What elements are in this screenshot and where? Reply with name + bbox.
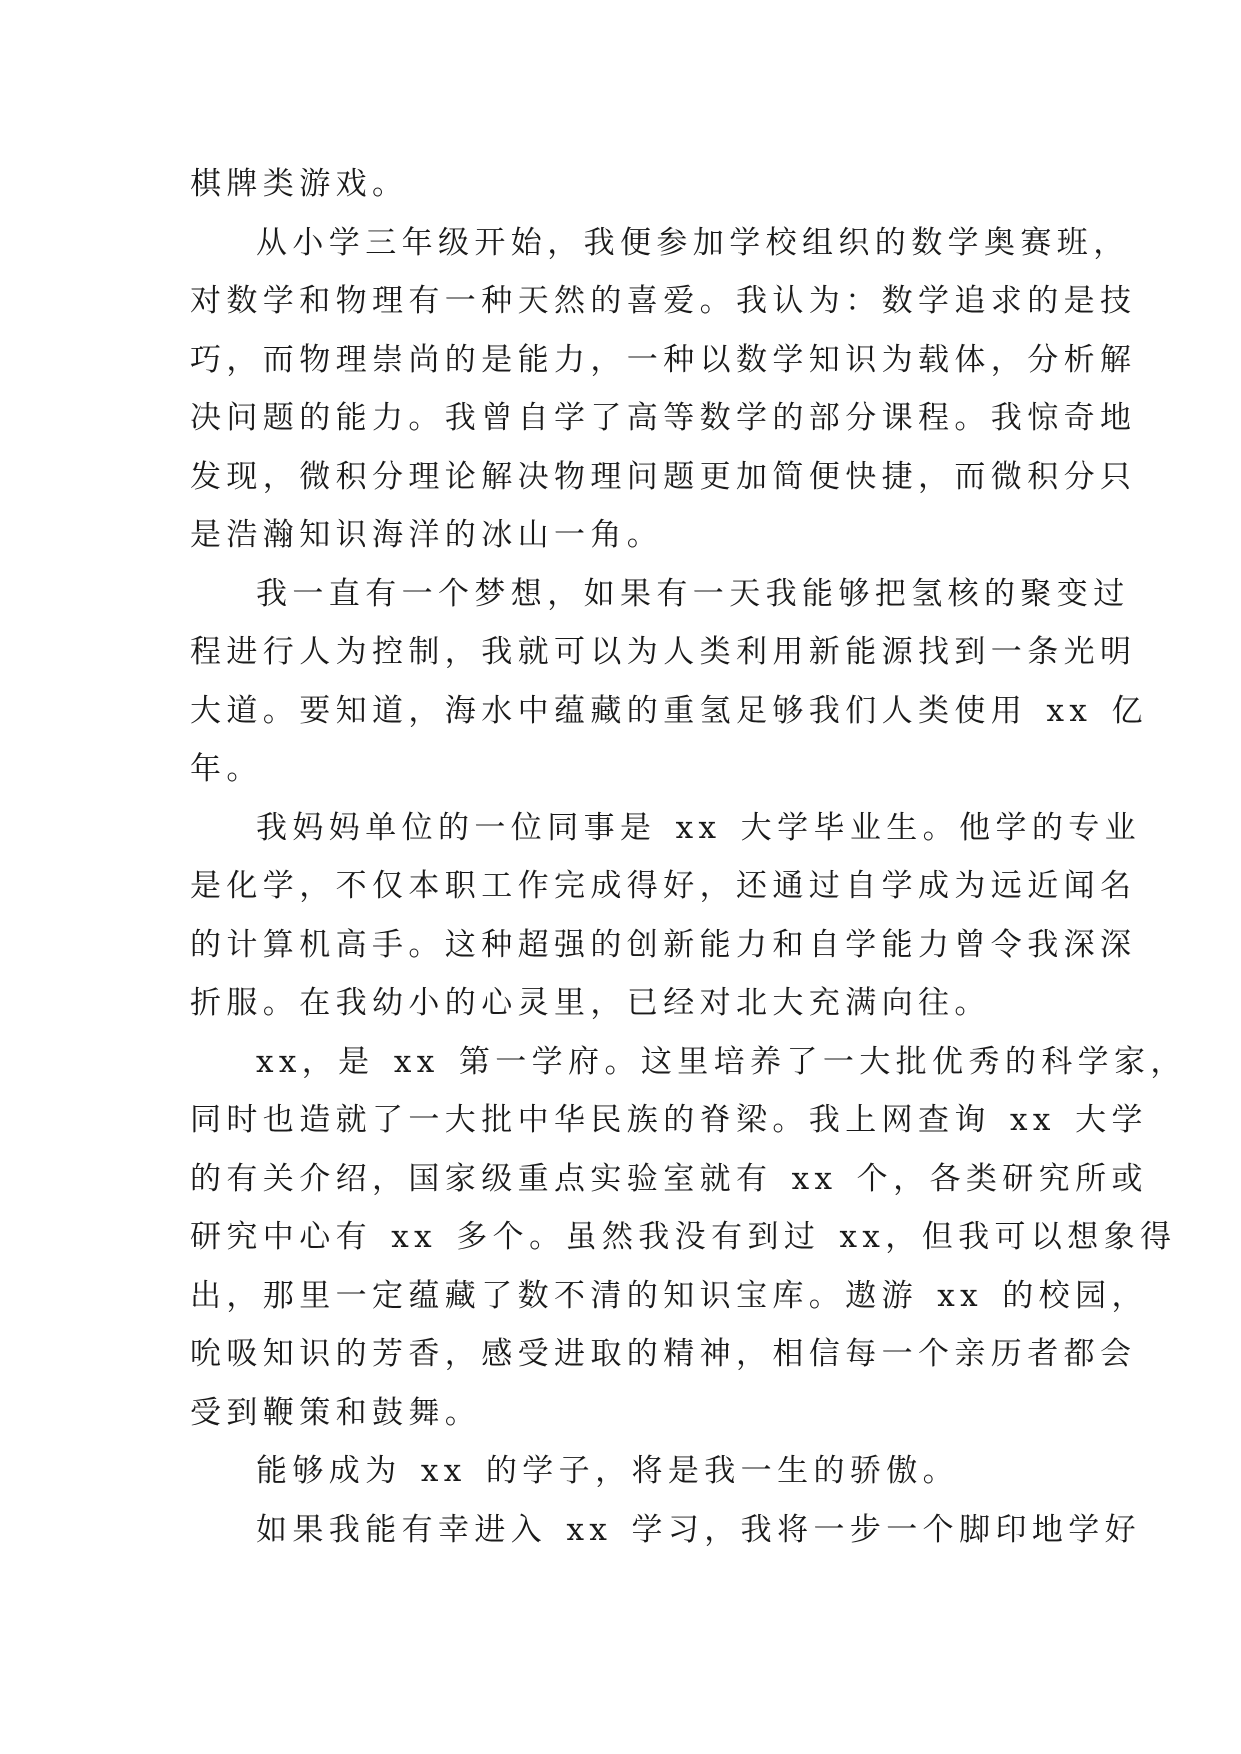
text-line: 能够成为 xx 的学子，将是我一生的骄傲。 bbox=[256, 1453, 960, 1489]
text-line: 吮吸知识的芳香，感受进取的精神，相信每一个亲历者都会 bbox=[190, 1336, 1137, 1372]
text-line: 的有关介绍，国家级重点实验室就有 xx 个，各类研究所或 bbox=[190, 1160, 1148, 1197]
text-line: 巧，而物理崇尚的是能力，一种以数学知识为载体，分析解 bbox=[190, 341, 1137, 378]
text-line: 如果我能有幸进入 xx 学习，我将一步一个脚印地学好 bbox=[256, 1511, 1142, 1548]
text-line: 受到鞭策和鼓舞。 bbox=[190, 1394, 482, 1431]
body-text bbox=[190, 155, 1187, 1559]
text-line: 是化学，不仅本职工作完成得好，还通过自学成为远近闻名 bbox=[190, 868, 1137, 904]
text-line: 程进行人为控制，我就可以为人类利用新能源找到一条光明 bbox=[190, 634, 1137, 670]
text-line: 的计算机高手。这种超强的创新能力和自学能力曾令我深深 bbox=[190, 926, 1137, 963]
text-line: 同时也造就了一大批中华民族的脊梁。我上网查询 xx 大学 bbox=[190, 1102, 1148, 1138]
text-line: xx，是 xx 第一学府。这里培养了一大批优秀的科学家， bbox=[256, 1043, 1187, 1080]
text-line: 我一直有一个梦想，如果有一天我能够把氢核的聚变过 bbox=[256, 575, 1130, 612]
text-line: 从小学三年级开始，我便参加学校组织的数学奥赛班， bbox=[256, 224, 1130, 261]
text-line: 大道。要知道，海水中蕴藏的重氢足够我们人类使用 xx 亿 bbox=[190, 692, 1148, 729]
text-line: 发现，微积分理论解决物理问题更加简便快捷，而微积分只 bbox=[190, 458, 1137, 495]
text-line: 对数学和物理有一种天然的喜爱。我认为：数学追求的是技 bbox=[190, 283, 1137, 319]
text-line: 研究中心有 xx 多个。虽然我没有到过 xx，但我可以想象得 bbox=[190, 1219, 1177, 1255]
text-line: 是浩瀚知识海洋的冰山一角。 bbox=[190, 517, 664, 553]
text-line: 决问题的能力。我曾自学了高等数学的部分课程。我惊奇地 bbox=[190, 400, 1137, 436]
text-line: 我妈妈单位的一位同事是 xx 大学毕业生。他学的专业 bbox=[256, 809, 1142, 846]
text-line: 出，那里一定蕴藏了数不清的知识宝库。遨游 xx 的校园， bbox=[190, 1277, 1148, 1314]
text-line: 折服。在我幼小的心灵里，已经对北大充满向往。 bbox=[190, 985, 991, 1021]
text-line: 年。 bbox=[190, 751, 263, 787]
text-line: 棋牌类游戏。 bbox=[190, 166, 409, 202]
